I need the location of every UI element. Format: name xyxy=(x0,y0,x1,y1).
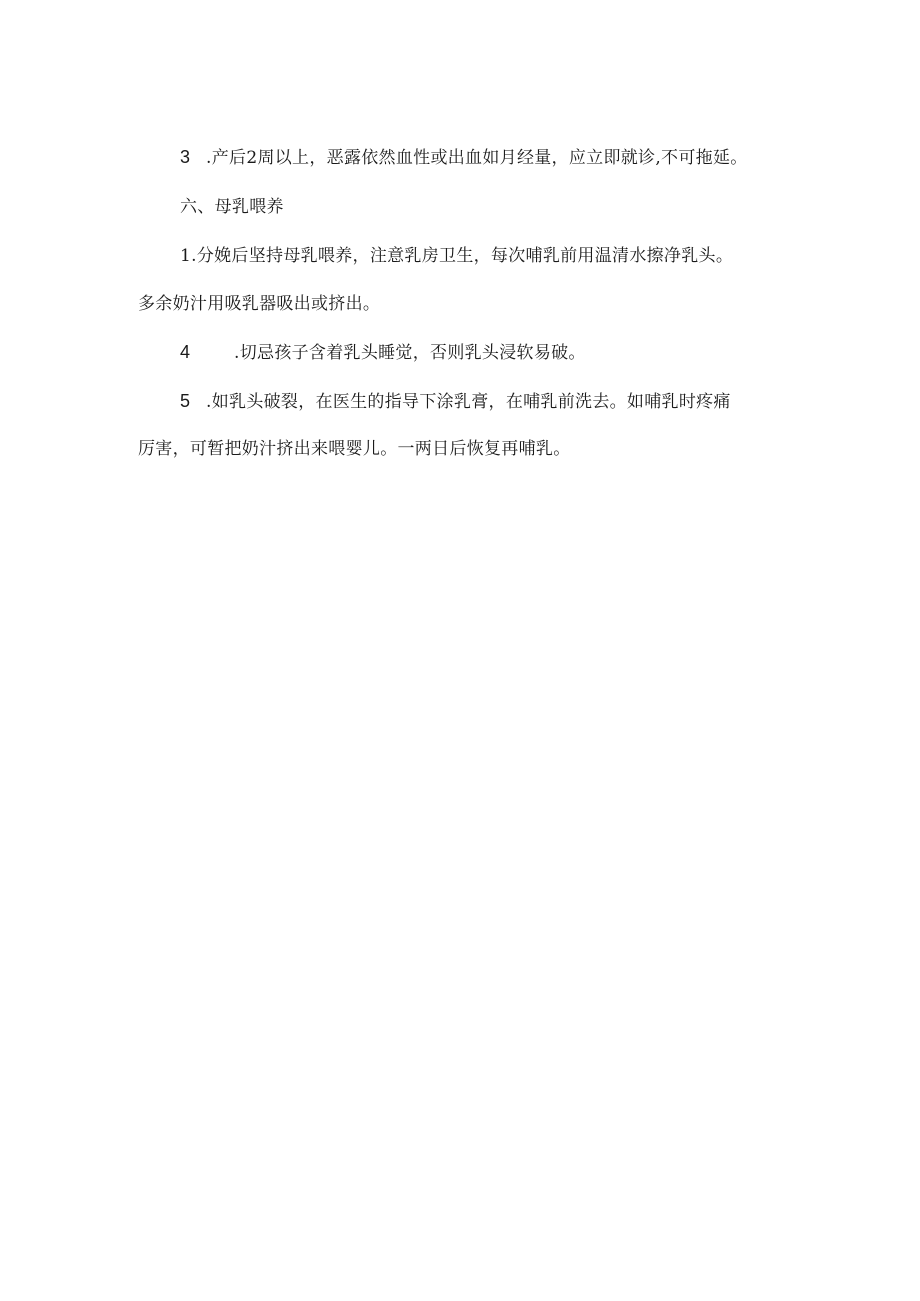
paragraph-item-1-line-2: 多余奶汁用吸乳器吸出或挤出。 xyxy=(138,294,381,314)
paragraph-item-4 xyxy=(180,342,586,363)
paragraph-item-1-line-1: 1.分娩后坚持母乳喂养，注意乳房卫生，每次哺乳前用温清水擦净乳头。 xyxy=(180,246,734,266)
item-number: 4 xyxy=(180,342,191,362)
section-heading: 六、母乳喂养 xyxy=(180,197,284,217)
item-number: 5 xyxy=(180,391,191,411)
item-text: .切忌孩子含着乳头睡觉，否则乳头浸软易破。 xyxy=(234,343,586,363)
item-text: .如乳头破裂，在医生的指导下涂乳膏，在哺乳前洗去。如哺乳时疼痛 xyxy=(206,392,731,412)
item-number: 3 xyxy=(180,147,191,167)
paragraph-item-5-line-1 xyxy=(180,391,731,412)
paragraph-item-5-line-2: 厉害，可暂把奶汁挤出来喂婴儿。一两日后恢复再哺乳。 xyxy=(138,439,571,459)
item-text: .产后2周以上，恶露依然血性或出血如月经量，应立即就诊,不可拖延。 xyxy=(206,148,748,168)
paragraph-item-3 xyxy=(180,147,748,168)
